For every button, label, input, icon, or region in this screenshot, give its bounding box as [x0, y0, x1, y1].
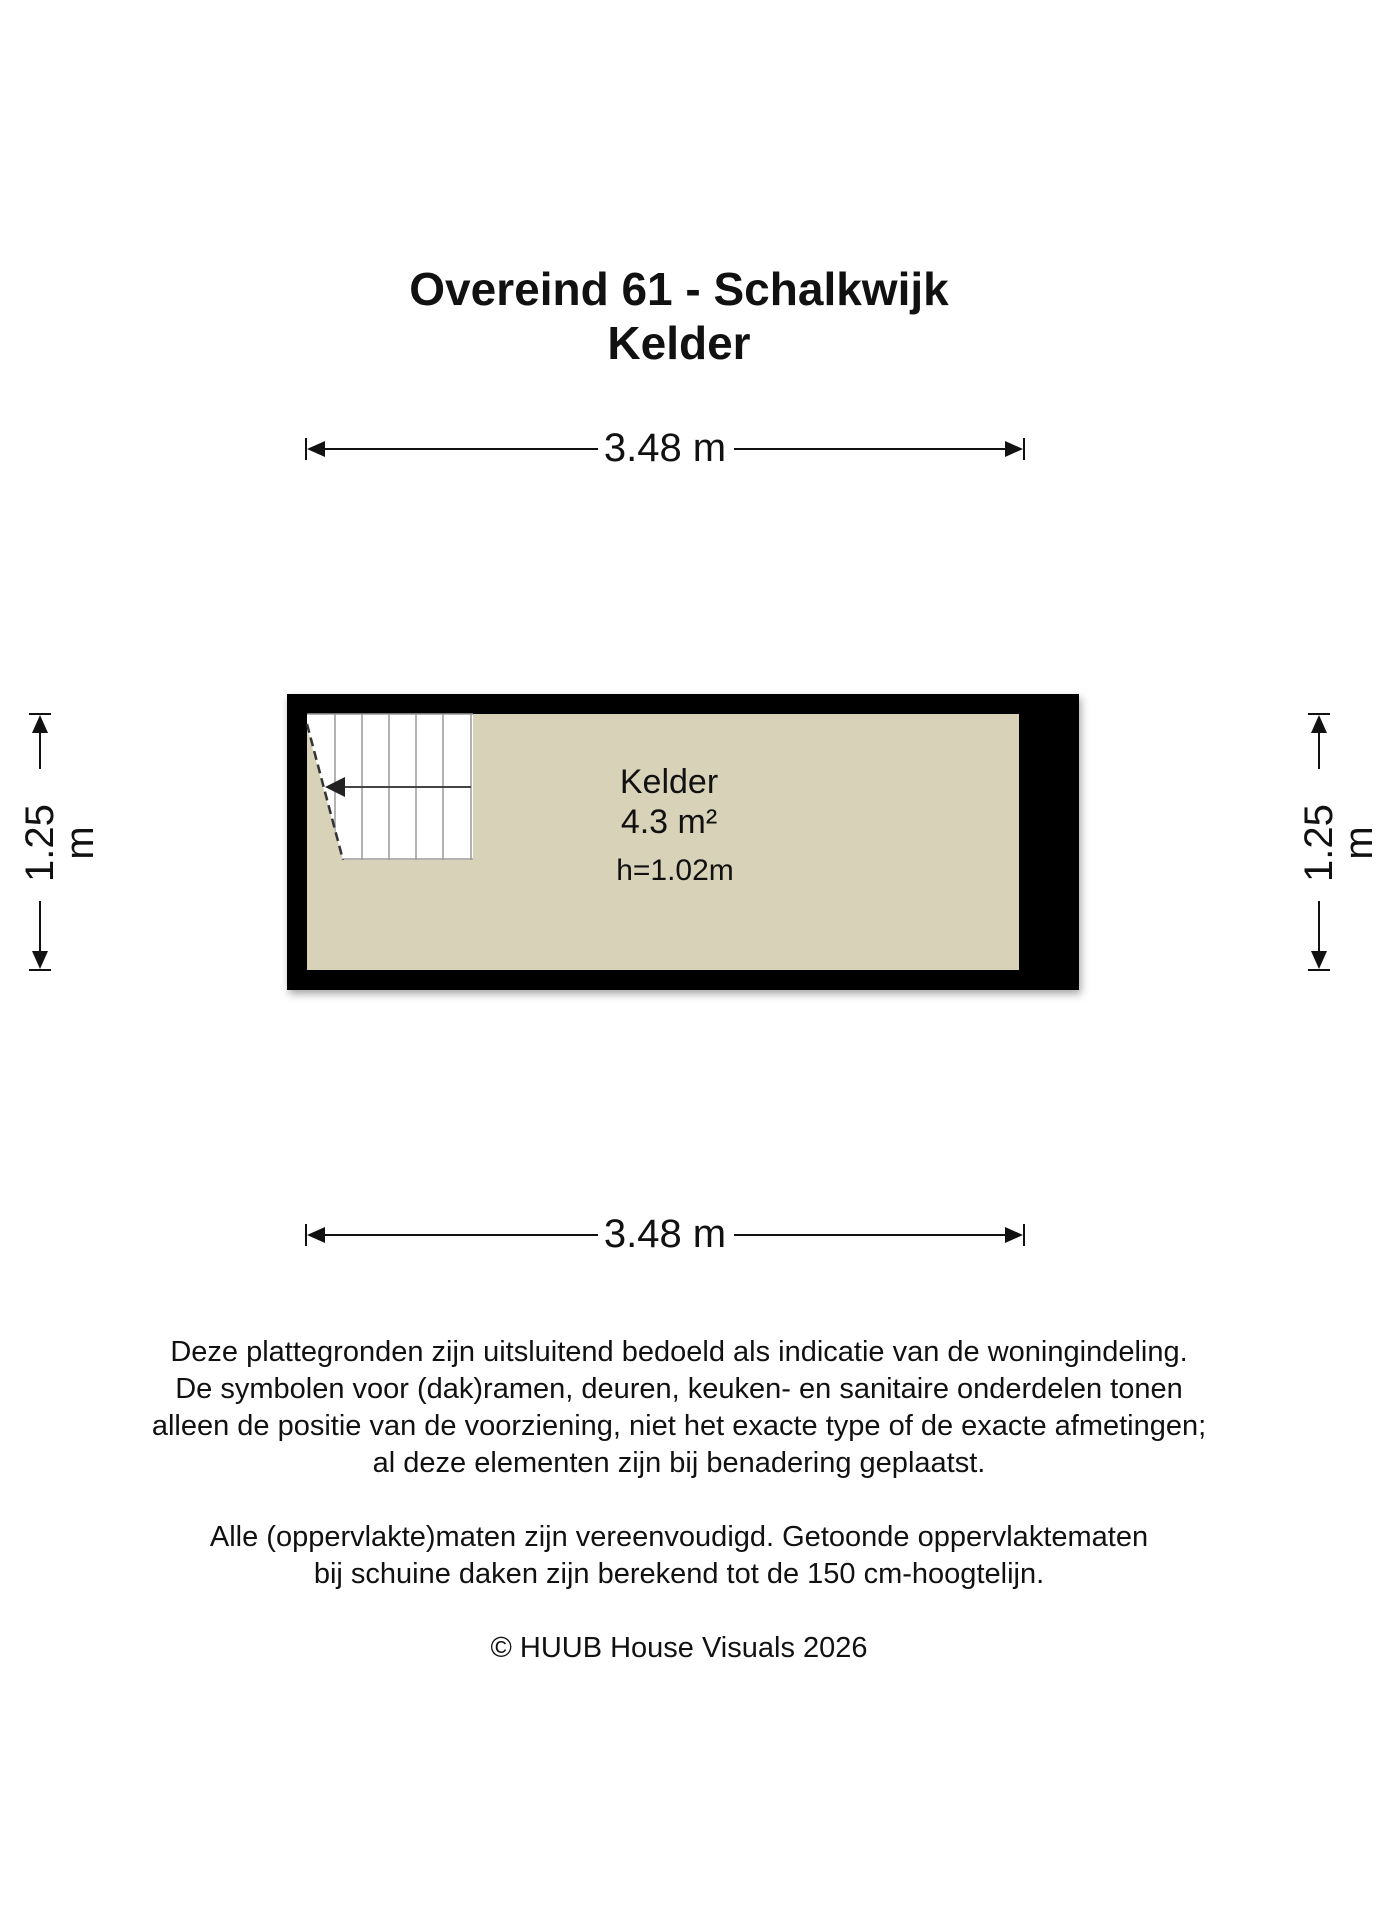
dimension-line [734, 448, 1016, 450]
room-name-label [0, 762, 1348, 802]
disclaimer-line: Deze plattegronden zijn uitsluitend bedoeld als indicatie van de woningindeling. [170, 1336, 1188, 1368]
disclaimer-line: alleen de positie van de voorziening, niet het exacte type of de exacte afmetingen; [151, 1410, 1207, 1442]
arrow-right-icon [1005, 1227, 1023, 1243]
disclaimer-line: De symbolen voor (dak)ramen, deuren, keuken- en sanitaire onderdelen tonen [175, 1373, 1183, 1405]
left-height-label: 1.25 m [18, 804, 102, 882]
room-height: h=1.02m [616, 854, 734, 887]
copyright-text: © HUUB House Visuals 2026 [490, 1632, 868, 1664]
right-height-dimension [1297, 713, 1381, 973]
top-width-dimension [305, 428, 1025, 468]
room-name: Kelder [619, 763, 719, 801]
room-area: 4.3 m² [620, 803, 718, 841]
dimension-tick-icon [29, 969, 51, 971]
top-width-label: 3.48 m [603, 426, 727, 470]
bottom-width-label: 3.48 m [603, 1212, 727, 1256]
room-area-label [0, 802, 1348, 842]
arrow-down-icon [32, 951, 48, 969]
floor-plan [287, 694, 1079, 990]
disclaimer-line: bij schuine daken zijn berekend tot de 150 cm-hoogtelijn. [313, 1558, 1045, 1590]
room-height-label [0, 853, 1354, 889]
bottom-width-dimension [305, 1214, 1025, 1254]
dimension-line [734, 1234, 1016, 1236]
right-height-label: 1.25 m [1297, 804, 1381, 882]
copyright-notice [0, 1630, 1358, 1667]
dimension-tick-icon [1023, 438, 1025, 460]
arrow-down-icon [1311, 951, 1327, 969]
dimension-tick-icon [1308, 969, 1330, 971]
left-height-dimension [18, 713, 102, 973]
disclaimer-line: al deze elementen zijn bij benadering geplaatst. [372, 1447, 986, 1479]
disclaimer-paragraph-1 [0, 1334, 1358, 1482]
dimension-tick-icon [1023, 1224, 1025, 1246]
floor-title: Kelder [607, 317, 751, 369]
disclaimer-paragraph-2 [0, 1519, 1358, 1593]
arrow-right-icon [1005, 441, 1023, 457]
page-title: Overeind 61 - Schalkwijk [409, 263, 949, 315]
disclaimer-line: Alle (oppervlakte)maten zijn vereenvoudigd. Getoonde oppervlaktematen [209, 1521, 1149, 1553]
